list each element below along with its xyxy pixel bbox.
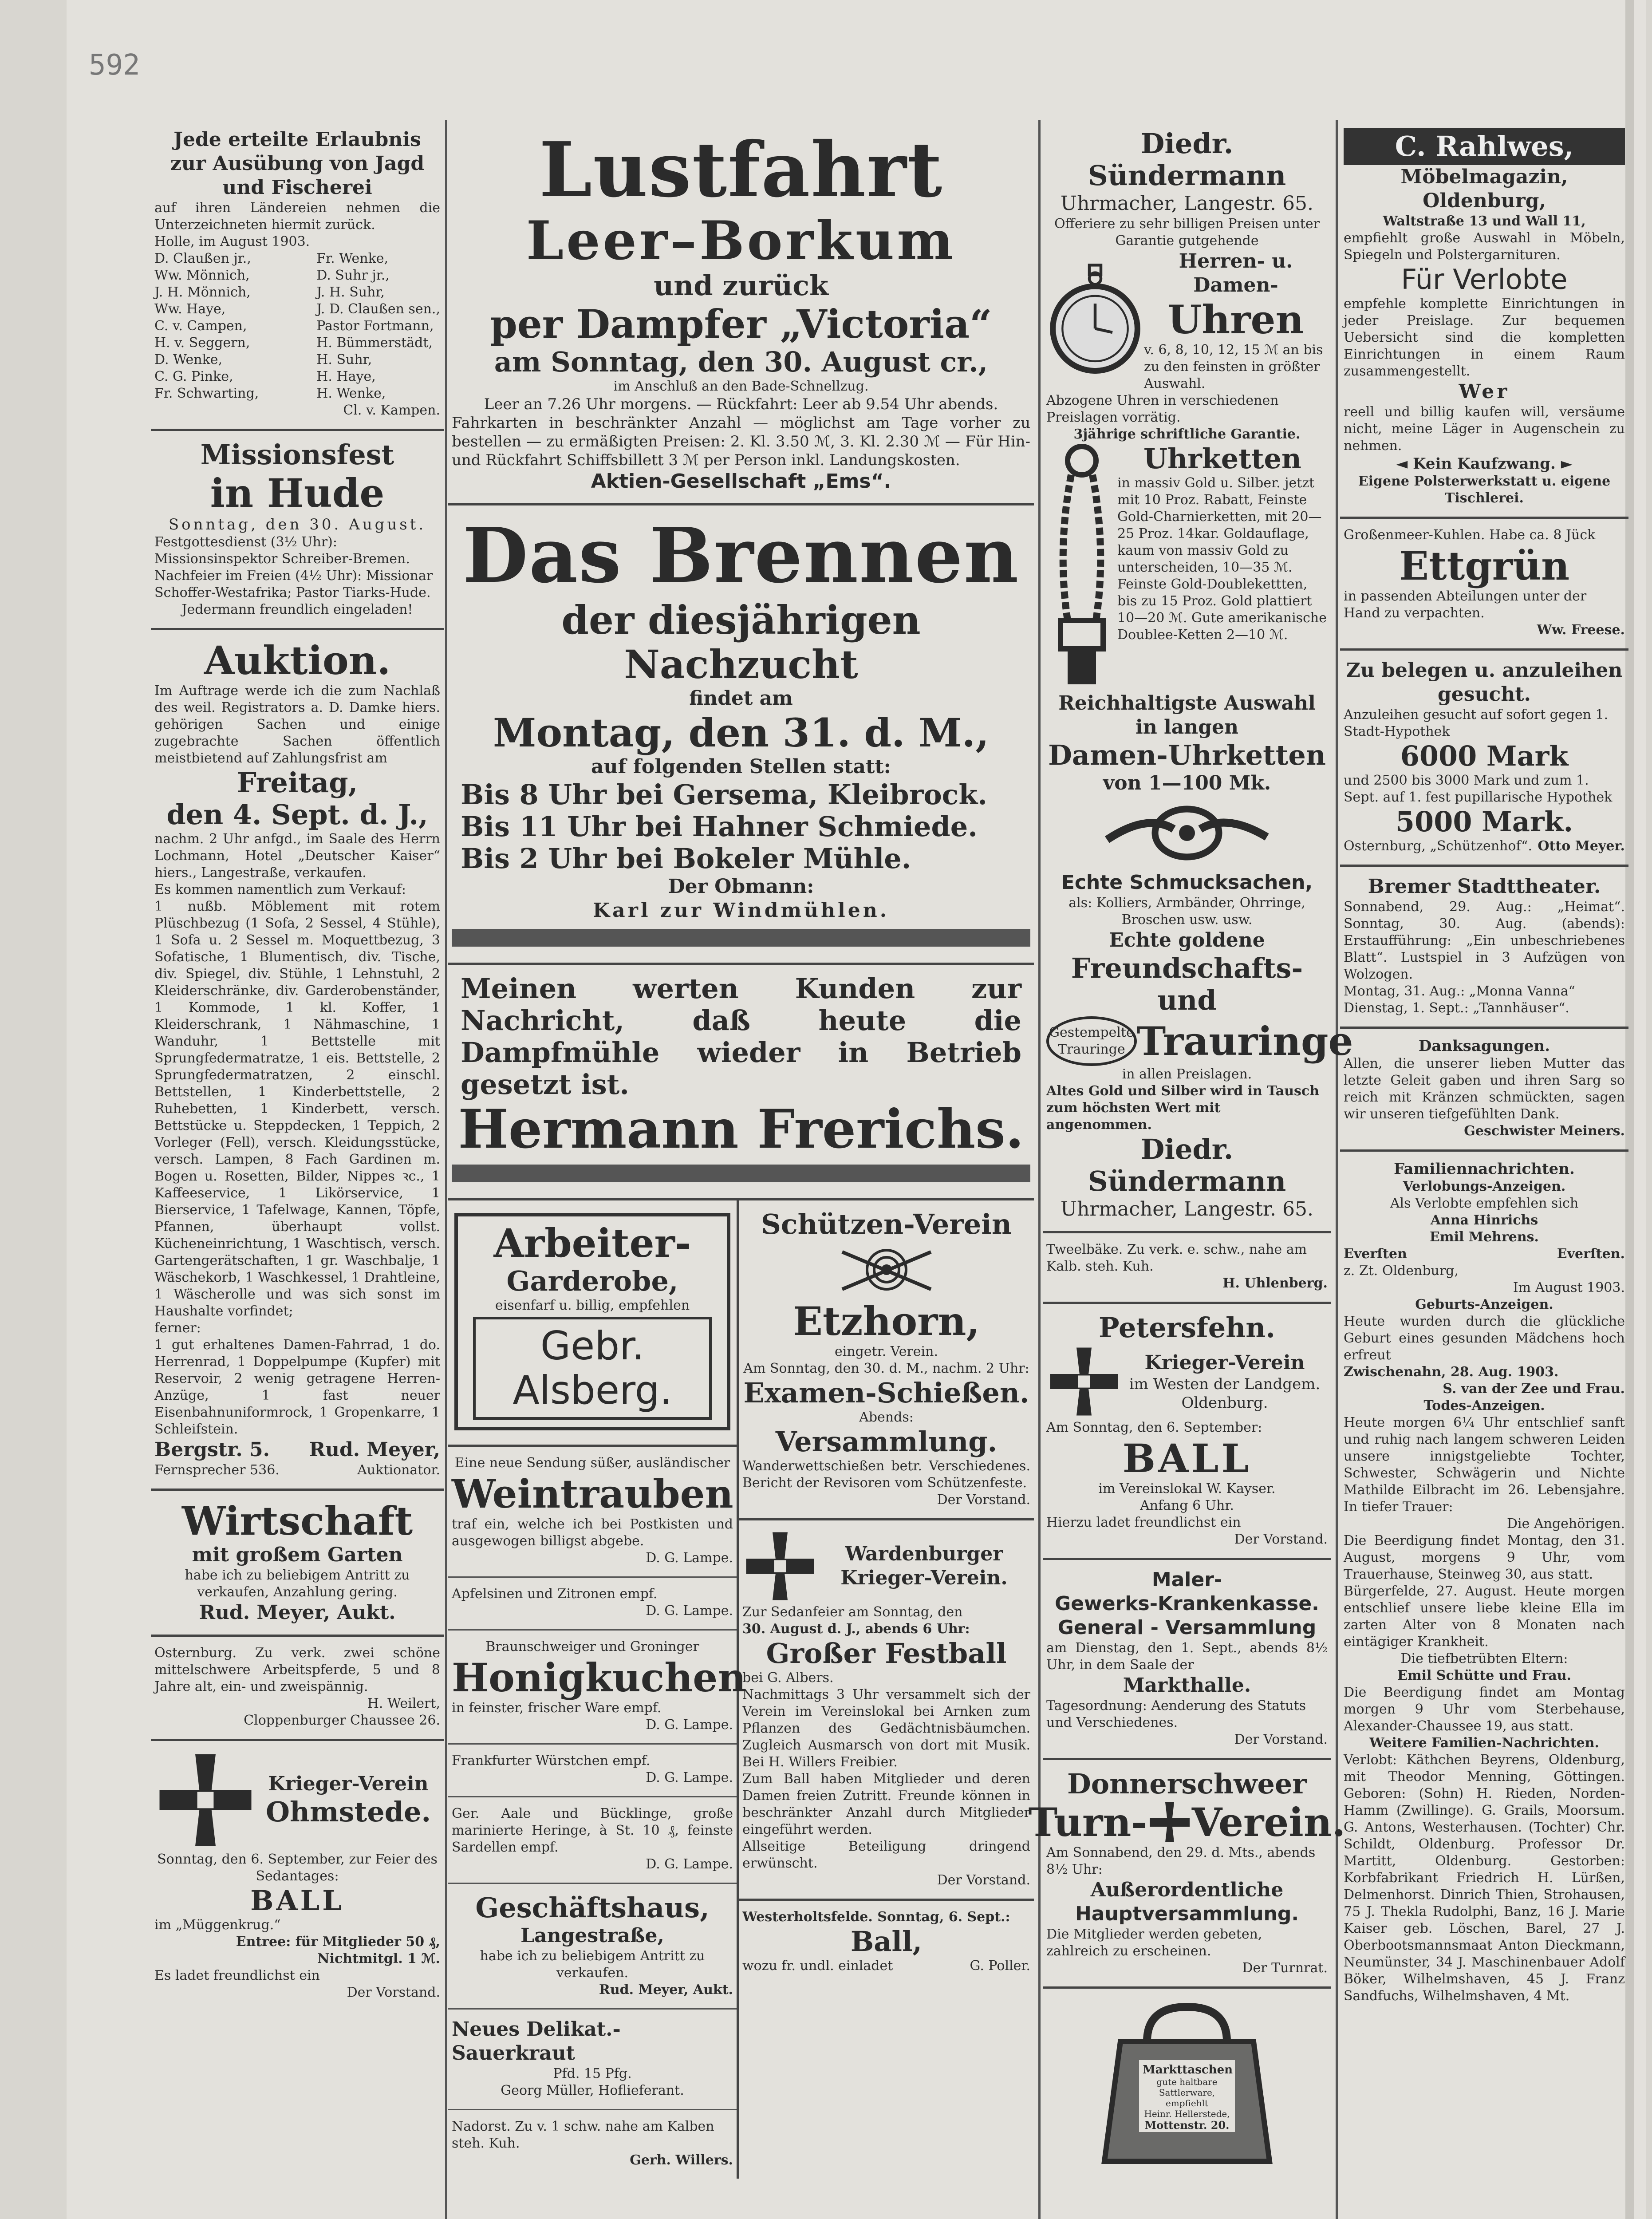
erlaubnis-names: D. Claußen jr., Ww. Mönnich, J. H. Mönnich, Ww. Haye, C. v. Campen, H. v. Seggern, D. Wenke, C. G. Pinke, Fr. Schwarting, Fr. Wenke, D. Suhr jr., J. H. Suhr, J. D. Claußen sen., Pastor Fortmann, H. Bümmerstädt, H. Suhr, H. Haye, H. Wenke,: [154, 251, 440, 401]
ad-tweelbaeke: Tweelbäke. Zu verk. e. schw., nahe am Kalb. steh. Kuh. H. Uhlenberg.: [1043, 1233, 1331, 1304]
column-4: [1340, 120, 1628, 2073]
ad-westerholtsfelde: Westerholtsfelde. Sonntag, 6. Sept.: Ball, wozu fr. undl. einladet G. Poller.: [742, 1909, 1030, 1974]
ad-wardenburg: Wardenburger Krieger-Verein. Zur Sedanfeier am Sonntag, den 30. August d. J., abends 6 Uhr: Großer Festball bei G. Albers. Nachmittags 3 Uhr versammelt sich der Verein im Vereinslokal bei Arnken zum Pflanzen des Gedächtnisbäumchen. Zugleich Ausmarsch von dort mit Musik. Bei H. Willers Freibier. Zum Ball haben Mitglieder und deren Damen freien Zutritt. Freunde können in beschränkter Anzahl durch Mitglieder eingeführt werden. Allseitige Beteiligung dringend erwünscht. Der Vorstand.: [739, 1520, 1034, 1901]
watch-chain-icon: [1046, 443, 1117, 691]
ad-geschaeftshaus: Geschäftshaus, Langestraße, habe ich zu beliebigem Antritt zu verkaufen. Rud. Meyer, Aukt.: [448, 1884, 737, 2010]
ad-weintrauben: Eine neue Sendung süßer, ausländischer Weintrauben traf ein, welche ich bei Postkisten und ausgewogen billigst abgebe. D. G. Lampe.: [448, 1447, 737, 1578]
column-1: [151, 120, 444, 2073]
lustfahrt-title: Lustfahrt: [539, 126, 943, 214]
ad-maler-krankenkasse: Maler- Gewerks-Krankenkasse. General - Versammlung am Dienstag, den 1. Sept., abends 8½ Uhr, in dem Saale der Markthalle. Tagesordnung: Aenderung des Statuts und Verschiedenes. Der Vorstand.: [1043, 1560, 1331, 1760]
target-rifles-icon: [833, 1243, 940, 1296]
iron-cross-icon: [1046, 1344, 1122, 1419]
ad-donnerschwee: Donnerschweer Turn- Verein. Am Sonnabend, den 29. d. Mts., abends 8½ Uhr: Außerordentliche Hauptversammlung. Die Mitglieder werden gebeten, zahlreich zu erscheinen. Der Turnrat.: [1043, 1760, 1331, 1989]
ad-rahlwes: C. Rahlwes, Möbelmagazin, Oldenburg, Waltstraße 13 und Wall 11, empfiehlt große Auswahl in Möbeln, Spiegeln und Polstergarnituren. Für Verlobte empfehle komplette Einrichtungen in jeder Preislage. Zur bequemen Uebersicht sind die kompletten Einrichtungen in einem Raum zusammengestellt. Wer reell und billig kaufen will, versäume nicht, meine Läger in Augenschein zu nehmen. ◄ Kein Kaufzwang. ► Eigene Polsterwerkstatt u. eigene Tischlerei.: [1340, 120, 1628, 519]
ad-schuetzenverein: Schützen-Verein Etzhorn, eingetr. Verein. Am Sonntag, den 30. d. M., nachm. 2 Uhr: Examen-Schießen. Abends: Versammlung. Wanderwettschießen betr. Verschiedenes. Bericht der Revisoren vom Schützenfeste. Der Vorstand.: [739, 1200, 1034, 1520]
ad-frerichs: Meinen werten Kunden zur Nachricht, daß heute die Dampfmühle wieder in Betrieb gesetzt ist. Hermann Frerichs.: [448, 965, 1034, 1200]
iron-cross-icon: [742, 1528, 818, 1604]
ad-danksagungen: Danksagungen. Allen, die unserer lieben Mutter das letzte Geleit gaben und ihren Sarg so reich mit Kränzen schmückten, sagen wir unseren tiefgefühlten Dank. Geschwister Meiners.: [1340, 1029, 1628, 1152]
column-3: [1028, 120, 1353, 2132]
ad-krieger-ohmstede: Krieger-Verein Ohmstede. Sonntag, den 6. September, zur Feier des Sedantages: BALL im „Müggenkrug.“ Entree: für Mitglieder 50 ₰, Nichtmitgl. 1 ℳ. Es ladet freundlichst ein Der Vorstand.: [151, 1741, 444, 2011]
ad-missionsfest: Missionsfest in Hude Sonntag, den 30. August. Festgottesdienst (3½ Uhr): Missionsinspektor Schreiber-Bremen. Nachfeier im Freien (4½ Uhr): Missionar Schoffer-Westafrika; Pastor Tiarks-Hude. Jedermann freundlich eingeladen!: [151, 431, 444, 630]
ad-wuerstchen: Frankfurter Würstchen empf. D. G. Lampe.: [448, 1745, 737, 1797]
rule-bar: [452, 1165, 1030, 1182]
turner-cross-icon: [1147, 1800, 1192, 1844]
ad-suendermann: Diedr. Sündermann Uhrmacher, Langestr. 65. Offeriere zu sehr billigen Preisen unter Garantie gutgehende Herren- u. Damen- Uhren v. 6, 8, 10, 12, 15 ℳ an bis zu den feinsten in größter Auswahl. Abzogene Uhren in verschiedenen Preislagen vorrätig. 3jährige schriftliche Garantie. Uhrketten in massiv Gold u. Silber. jetzt mit 10 Proz. Rabatt, Feinste Gold-Charnierketten, mit 20—25 Proz. 14kar. Goldauflage, kaum von massiv Gold zu unterscheiden, 10—35 ℳ. Feinste Gold-Doublekettten, bis zu 15 Proz. Gold plattiert 10—20 ℳ. Gute amerikanische Doublee-Ketten 2—10 ℳ. Reichhaltigste Auswahl in langen Damen-Uhrketten von 1—100 Mk. Echte Schmucksachen, als: Kolliers, Armbänder, Ohrringe, Broschen usw. usw. Echte goldene Freundschafts- und Gestempelte Trauringe Trauringe in allen Preislagen. Altes Gold und Silber wird in Tausch zum höchsten Wert mit angenommen. Diedr. Sündermann Uhrmacher, Langestr. 65.: [1043, 120, 1331, 1233]
ad-osternburg-pferde: Osternburg. Zu verk. zwei schöne mittelschwere Arbeitspferde, 5 und 8 Jahre alt, ein- und zweispännig. H. Weilert, Cloppenburger Chaussee 26.: [151, 1637, 444, 1741]
col2-lower-left: [448, 1200, 746, 2179]
ad-markttaschen: [1043, 1989, 1331, 2184]
ad-wirtschaft: Wirtschaft mit großem Garten habe ich zu beliebigem Antritt zu verkaufen, Anzahlung gering. Rud. Meyer, Aukt.: [151, 1491, 444, 1637]
ad-nadorst: Nadorst. Zu v. 1 schw. nahe am Kalben steh. Kuh. Gerh. Willers.: [452, 2119, 733, 2168]
column-rule: [1336, 120, 1338, 2219]
ad-erlaubnis: Jede erteilte Erlaubnis zur Ausübung von Jagd und Fischerei auf ihren Ländereien nehmen die Unterzeichneten hiermit zurück. Holle, im August 1903. D. Claußen jr., Ww. Mönnich, J. H. Mönnich, Ww. Haye, C. v. Campen, H. v. Seggern, D. Wenke, C. G. Pinke, Fr. Schwarting, Fr. Wenke, D. Suhr jr., J. H. Suhr, J. D. Claußen sen., Pastor Fortmann, H. Bümmerstädt, H. Suhr, H. Haye, H. Wenke, Cl. v. Kampen.: [151, 120, 444, 431]
ad-alsberg: Arbeiter- Garderobe, eisenfarf u. billig, empfehlen Gebr. Alsberg.: [448, 1200, 737, 1447]
ad-hypothek: Zu belegen u. anzuleihen gesucht. Anzuleihen gesucht auf sofort gegen 1. Stadt-Hypothek 6000 Mark und 2500 bis 3000 Mark und zum 1. Sept. auf 1. fest pupillarische Hypothek 5000 Mark. Osternburg, „Schützenhof“. Otto Meyer.: [1340, 651, 1628, 867]
bag-label: Markttaschen gute haltbare Sattlerware, empfiehlt Heinr. Hellerstede, Mottenstr. 20.: [1143, 2063, 1233, 2132]
ad-honigkuchen: Braunschweiger und Groninger Honigkuchen in feinster, frischer Ware empf. D. G. Lampe.: [448, 1631, 737, 1745]
page-number: 592: [89, 49, 140, 82]
ad-lustfahrt: Lustfahrt Leer–Borkum und zurück per Dampfer „Victoria“ am Sonntag, den 30. August cr., im Anschluß an den Bade-Schnellzug. Leer an 7.26 Uhr morgens. — Rückfahrt: Leer ab 9.54 Uhr abends. Fahrkarten in beschränkter Anzahl — möglichst am Tage vorher zu bestellen — zu ermäßigten Preisen: 2. Kl. 3.50 ℳ, 3. Kl. 2.30 ℳ — Für Hin- und Rückfahrt Schiffsbillett 3 ℳ per Person inkl. Landungskosten. Aktien-Gesellschaft „Ems“.: [448, 120, 1034, 505]
ad-stadttheater: Bremer Stadttheater. Sonnabend, 29. Aug.: „Heimat“. Sonntag, 30. Aug. (abends): Erstaufführung: „Ein unbeschriebenes Blatt“. Lustspiel in 3 Aufzügen von Wolzogen. Montag, 31. Aug.: „Monna Vanna“ Dienstag, 1. Sept.: „Tannhäuser“.: [1340, 867, 1628, 1029]
ad-auktion: Auktion. Im Auftrage werde ich die zum Nachlaß des weil. Registrators a. D. Damke hiers. gehörigen Sachen und einige zugebrachte Sachen öffentlich meistbietend auf Zahlungsfrist am Freitag, den 4. Sept. d. J., nachm. 2 Uhr anfgd., im Saale des Herrn Lochmann, Hotel „Deutscher Kaiser“ hiers., Langestraße, verkaufen. Es kommen namentlich zum Verkauf: 1 nußb. Möblement mit rotem Plüschbezug (1 Sofa, 2 Sessel, 4 Stühle), 1 Sofa u. 2 Sessel m. Moquettbezug, 3 Sofatische, 1 Blumentisch, div. Tische, div. Spiegel, div. Stühle, 1 Lehnstuhl, 2 Kleiderschränke, div. Garderobenständer, 1 Kommode, 1 kl. Koffer, 1 Kleiderschrank, 1 Nähmaschine, 1 Wanduhr, 1 Bettstelle mit Sprungfedermatratze, 1 eis. Bettstelle, 2 Sprungfedermatratzen, 2 einschl. Bettstellen, 1 Kinderbettstelle, 2 Ruhebetten, 1 Kinderbett, versch. Bettstücke u. Steppdecken, 1 Teppich, 2 Vorleger (Fell), versch. Kleidungsstücke, versch. Lampen, 8 Fach Gardinen m. Bogen u. Rosetten, Bilder, Nippes ꝛc., 1 Kaffeeservice, 1 Likörservice, 1 Bierservice, 1 Tafelwage, Kannen, Töpfe, Pfannen, überhaupt vollst. Kücheneinrichtung, 1 Waschtisch, versch. Gartengerätschaften, 1 gr. Waschbalje, 1 Wäschekorb, 1 Waschkessel, 1 Drahtleine, 1 Wäscherolle und was sich sonst im Haushalte vorfindet; ferner: 1 gut erhaltenes Damen-Fahrrad, 1 do. Herrenrad, 1 Doppelpumpe (Kupfer) mit Reservoir, 2 wenig getragene Herren-Anzüge, 1 fast neuer Eisenbahnuniformrock, 1 Gropenkarre, 1 Schleifstein. Bergstr. 5. Rud. Meyer, Fernsprecher 536. Auktionator.: [151, 630, 444, 1491]
bag-illustration: [1094, 2001, 1280, 2170]
ad-grossenmeer: Großenmeer-Kuhlen. Habe ca. 8 Jück Ettgrün in passenden Abteilungen unter der Hand zu verpachten. Ww. Freese.: [1340, 519, 1628, 651]
kein-kaufzwang: ◄ Kein Kaufzwang. ►: [1396, 455, 1573, 473]
ad-sauerkraut: Neues Delikat.-Sauerkraut Pfd. 15 Pfg. Georg Müller, Hoflieferant.: [448, 2010, 737, 2110]
erlaubnis-title: Jede erteilte Erlaubnis zur Ausübung von Jagd und Fischerei: [170, 128, 425, 199]
ad-aale: Ger. Aale und Bücklinge, große marinierte Heringe, à St. 10 ₰, feinste Sardellen empf. D. G. Lampe.: [448, 1797, 737, 1884]
column-2: [448, 120, 1034, 2168]
pocket-watch-icon: [1046, 263, 1144, 379]
column-rule: [445, 120, 447, 2219]
trauringe-badge: Gestempelte Trauringe: [1046, 1016, 1137, 1066]
iron-cross-icon: [154, 1749, 256, 1851]
ad-petersfehn: Petersfehn. Krieger-Verein im Westen der Landgem. Oldenburg. Am Sonntag, den 6. September: BALL im Vereinslokal W. Kayser. Anfang 6 Uhr. Hierzu ladet freundlichst ein Der Vorstand.: [1043, 1304, 1331, 1560]
rule-bar: [452, 929, 1030, 947]
jewelry-brooch-icon: [1094, 800, 1280, 866]
ad-brennen: Das Brennen der diesjährigen Nachzucht findet am Montag, den 31. d. M., auf folgenden Stellen statt: Bis 8 Uhr bei Gersema, Kleibrock. Bis 11 Uhr bei Hahner Schmiede. Bis 2 Uhr bei Bokeler Mühle. Der Obmann: Karl zur Windmühlen.: [448, 505, 1034, 965]
column-rule: [1038, 120, 1041, 2219]
col2-lower: [448, 1200, 1034, 2179]
col2-lower-right: [739, 1200, 1034, 2179]
ad-apfelsinen: Apfelsinen und Zitronen empf. D. G. Lampe.: [448, 1578, 737, 1631]
ad-familiennachrichten: Familiennachrichten. Verlobungs-Anzeigen. Als Verlobte empfehlen sich Anna Hinrichs Emil Mehrens. Everſten Everſten. z. Zt. Oldenburg, Im August 1903. Geburts-Anzeigen. Heute wurden durch die glückliche Geburt eines gesunden Mädchens hoch erfreut Zwischenahn, 28. Aug. 1903. S. van der Zee und Frau. Todes-Anzeigen. Heute morgen 6¼ Uhr entschlief sanft und ruhig nach langem schweren Leiden unsere innigstgeliebte Tochter, Schwester, Schwägerin und Nichte Mathilde Eilbracht im 26. Lebensjahre. In tiefer Trauer: Die Angehörigen. Die Beerdigung findet Montag, den 31. August, morgens 9 Uhr, vom Trauerhause, Steinweg 30, aus statt. Bürgerfelde, 27. August. Heute morgen entschlief unsere liebe kleine Ella im zarten Alter von 8 Monaten nach eintägiger Krankheit. Die tiefbetrübten Eltern: Emil Schütte und Frau. Die Beerdigung findet am Montag morgen 9 Uhr vom Sterbehause, Alexander-Chaussee 19, aus statt. Weitere Familien-Nachrichten. Verlobt: Käthchen Beyrens, Oldenburg, mit Theodor Menning, Göttingen. Geboren: (Sohn) H. Rieden, Norden-Hamm (Zwillinge). G. Grails, Moorsum. G. Antons, Westerhausen. (Tochter) Chr. Schildt, Oldenburg. Professor Dr. Martitt, Oldenburg. Gestorben: Korbfabrikant Friedrich H. Lürßen, Delmenhorst. Dinrich Thien, Strohausen, 75 J. Thekla Rudolphi, Banz, 16 J. Marie Kaiser geb. Löschen, Barel, 27 J. Oberbootsmannsmaat Anton Dieckmann, Neumünster, 34 J. Maschinenbauer Adolf Böker, Wilhelmshaven, 45 J. Franz Sandfuchs, Wilhelmshaven, 4 Mt.: [1344, 1160, 1625, 2004]
